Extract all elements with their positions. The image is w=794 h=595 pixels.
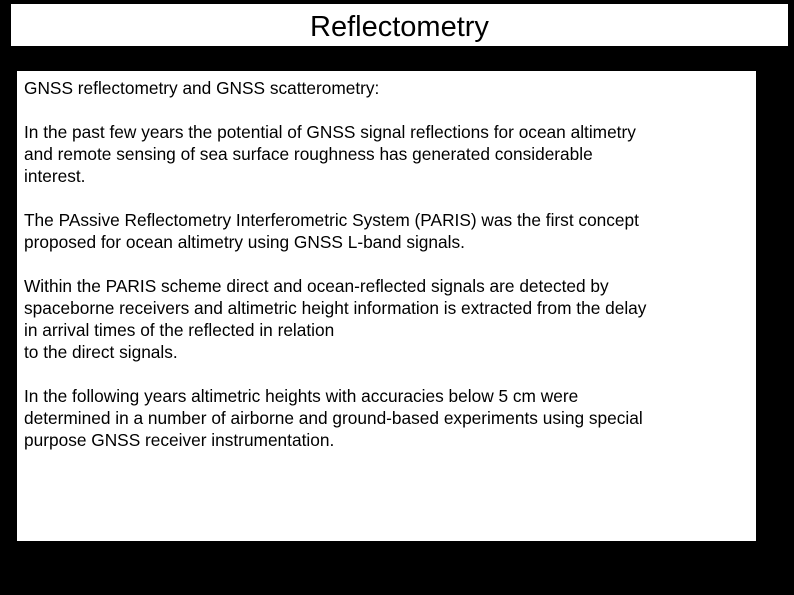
title-bar — [11, 4, 788, 46]
content-panel — [17, 71, 756, 541]
content-body — [24, 77, 754, 473]
paragraph-paris-concept: The PAssive Reflectometry Interferometric System (PARIS) was the first concept proposed for ocean altimetry using GNSS L-band signals. — [24, 210, 639, 252]
section-heading: GNSS reflectometry and GNSS scatterometry: — [24, 78, 380, 98]
paragraph-interest: In the past few years the potential of GNSS signal reflections for ocean altimetry and remote sensing of sea surface roughness has generated considerable interest. — [24, 122, 636, 186]
paragraph-experiments: In the following years altimetric heights with accuracies below 5 cm were determined in a number of airborne and ground-based experiments using special purpose GNSS receiver instrumentation. — [24, 386, 643, 450]
slide-title: Reflectometry — [310, 11, 489, 43]
paragraph-paris-scheme: Within the PARIS scheme direct and ocean-reflected signals are detected by spaceborne receivers and altimetric height information is extracted from the delay in arrival times of the reflected in relation to the direct signals. — [24, 276, 647, 362]
